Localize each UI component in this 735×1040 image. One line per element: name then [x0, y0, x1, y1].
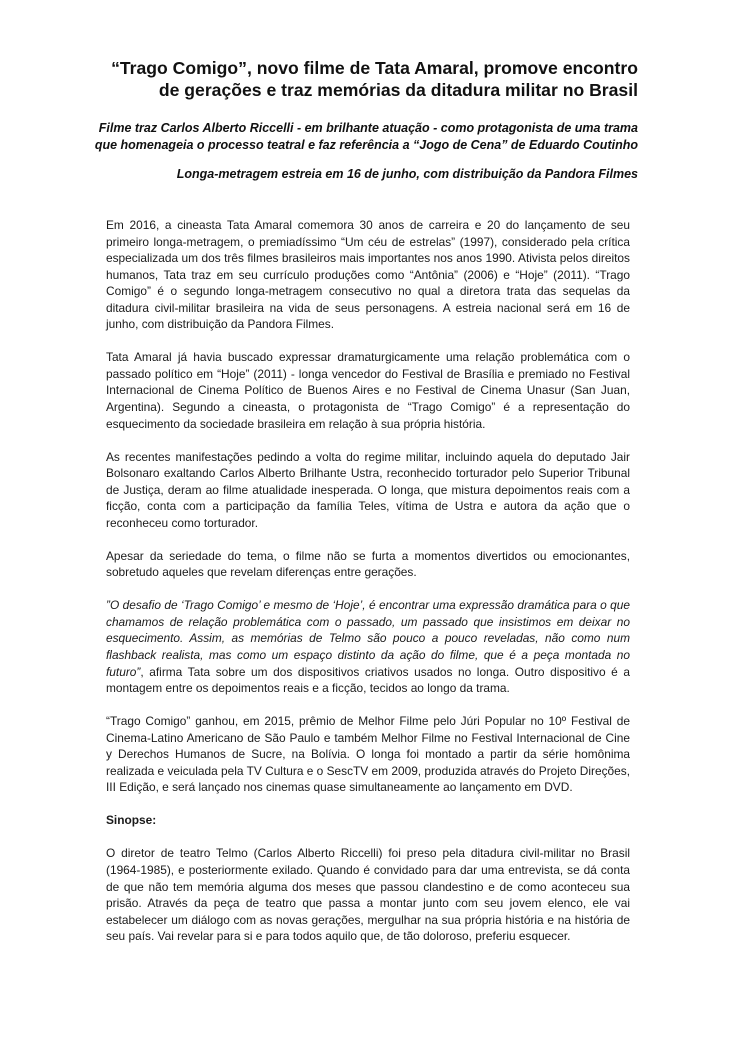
paragraph-seriedade: Apesar da seriedade do tema, o filme não se furta a momentos divertidos ou emocionantes, sobretudo aqueles que revelam diferenças entre gerações.: [106, 548, 630, 580]
document-subtitle: [60, 120, 638, 154]
subtitle-line-1: Filme traz Carlos Alberto Riccelli - em brilhante atuação - como protagonista de uma trama: [98, 121, 638, 135]
quote-attribution: , afirma Tata sobre um dos dispositivos criativos usados no longa. Outro dispositivo é a montagem entre os depoimentos reais e a ficção, tecidos ao longo da trama.: [106, 664, 630, 696]
subtitle-line-2: que homenageia o processo teatral e faz referência a “Jogo de Cena” de Eduardo Coutinho: [94, 138, 638, 152]
paragraph-manifestacoes: As recentes manifestações pedindo a volta do regime militar, incluindo aquela do deputado Jair Bolsonaro exaltando Carlos Alberto Brilhante Ustra, reconhecido torturador pelo Superior Tribunal de Justiça, deram ao filme atualidade inesperada. O longa, que mistura depoimentos reais com a ficção, conta com a participação da família Teles, vítima de Ustra e autora da ação que o reconheceu como torturador.: [106, 449, 630, 530]
paragraph-hoje: Tata Amaral já havia buscado expressar dramaturgicamente uma relação problemática com o passado político em “Hoje” (2011) - longa vencedor do Festival de Brasília e premiado no Festival Internacional de Cinema Político de Buenos Aires e no Festival de Cinema Unasur (San Juan, Argentina). Segundo a cineasta, o protagonista de “Trago Comigo” é a representação do esquecimento da sociedade brasileira em relação à sua própria história.: [106, 350, 630, 431]
paragraph-quote: [106, 597, 630, 696]
article-body: [106, 217, 630, 961]
paragraph-intro: Em 2016, a cineasta Tata Amaral comemora 30 anos de carreira e 20 do lançamento de seu primeiro longa-metragem, o premiadíssimo “Um céu de estrelas” (1997), considerado pela crítica especializada um dos três filmes brasileiros mais importantes nos anos 1990. Ativista pelos direitos humanos, Tata traz em seu currículo produções como “Antônia” (2006) e “Hoje” (2011). “Trago Comigo” é o segundo longa-metragem consecutivo no qual a diretora trata das sequelas da ditadura civil-militar brasileira na vida de seus personagens. A estreia nacional será em 16 de junho, com distribuição da Pandora Filmes.: [106, 218, 630, 332]
document-title: [60, 57, 638, 101]
paragraph-sinopse: O diretor de teatro Telmo (Carlos Alberto Riccelli) foi preso pela ditadura civil-militar no Brasil (1964-1985), e posteriormente exilado. Quando é convidado para dar uma entrevista, se dá conta de que não tem memória alguma dos meses que passou clandestino e de como aconteceu sua prisão. Através da peça de teatro que passa a montar junto com seu jovem elenco, ele vai estabelecer um diálogo com as novas gerações, mergulhar na sua própria história e na história de seu país. Vai revelar para si e para todos aquilo que, de tão doloroso, preferiu esquecer.: [106, 846, 630, 944]
sinopse-heading: Sinopse:: [106, 813, 157, 828]
title-line-1: “Trago Comigo”, novo filme de Tata Amaral, promove encontro: [111, 58, 638, 78]
title-line-2: de gerações e traz memórias da ditadura militar no Brasil: [158, 80, 638, 100]
director-quote: ”O desafio de ‘Trago Comigo’ e mesmo de ‘Hoje’, é encontrar uma expressão dramática para o que chamamos de relação problemática com o passado, um passado que insistimos em deixar no esquecimento. Assim, as memórias de Telmo são pouco a pouco reveladas, não como num flashback realista, mas como um espaço distinto da ação do filme, que é a peça montada no futuro”: [106, 598, 630, 679]
paragraph-premios: “Trago Comigo” ganhou, em 2015, prêmio de Melhor Filme pelo Júri Popular no 10º Festival de Cinema-Latino Americano de São Paulo e também Melhor Filme no Festival Internacional de Cine y Derechos Humanos de Sucre, na Bolívia. O longa foi montado a partir da série homônima realizada e veiculada pela TV Cultura e o SescTV em 2009, produzida através do Projeto Direções, III Edição, e será lançado nos cinemas quase simultaneamente ao lançamento em DVD.: [106, 714, 630, 795]
release-tagline: Longa-metragem estreia em 16 de junho, com distribuição da Pandora Filmes: [176, 167, 638, 181]
